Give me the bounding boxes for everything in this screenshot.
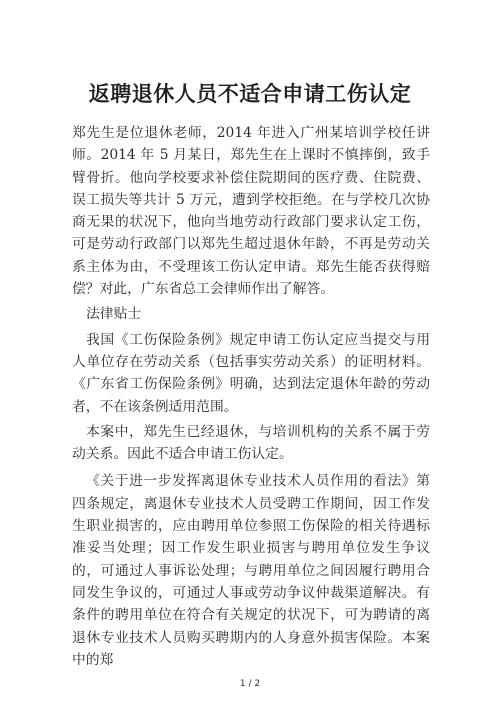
- paragraph-case-description: 郑先生是位退休老师，2014 年进入广州某培训学校任讲师。2014 年 5 月某日，郑先生在上课时不慎摔倒，致手臂骨折。他向学校要求补偿住院期间的医疗费、住院费、误工损失等共计 5 万元，遭到学校拒绝。在与学校几次协商无果的状况下，他向当地劳动行政部门要求认定工伤，可是劳动行政部门以郑先生超过退休年龄，不再是劳动关系主体为由，不受理该工伤认定申请。郑先生能否获得赔偿？对此，广东省总工会律师作出了解答。: [72, 125, 430, 298]
- document-body: [72, 122, 430, 671]
- paragraph-opinion-article: 《关于进一步发挥离退休专业技术人员作用的看法》第四条规定，离退休专业技术人员受聘工作期间，因工作发生职业损害的，应由聘用单位参照工伤保险的相关待遇标准妥当处理；因工作发生职业损害与聘用单位发生争议的，可通过人事诉讼处理；与聘用单位之间因履行聘用合同发生争议的，可通过人事或劳动争议仲裁渠道解决。有条件的聘用单位在符合有关规定的状况下，可为聘请的离退休专业技术人员购买聘期内的人身意外损害保险。本案中的郑: [72, 473, 430, 668]
- paragraph-regulation: 我国《工伤保险条例》规定申请工伤认定应当提交与用人单位存在劳动关系（包括事实劳动关系）的证明材料。《广东省工伤保险条例》明确，达到法定退休年龄的劳动者，不在该条例适用范围。: [72, 331, 430, 415]
- document-title: 返聘退休人员不适合申请工伤认定: [88, 81, 412, 106]
- section-label-legal-tips: 法律贴士: [86, 306, 142, 323]
- page-number: 1 / 2: [239, 679, 261, 689]
- paragraph-case-analysis: 本案中，郑先生已经退休，与培训机构的关系不属于劳动关系。因此不适合申请工伤认定。: [72, 423, 430, 463]
